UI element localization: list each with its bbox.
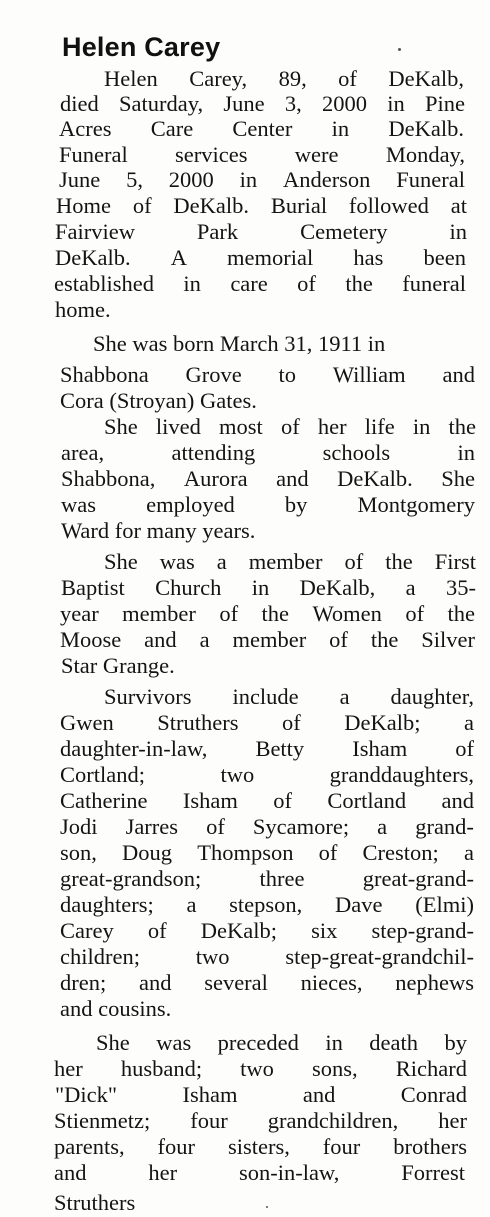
obituary-word: husband;	[120, 1056, 203, 1081]
obituary-word: Dave	[335, 892, 383, 917]
obituary-line	[61, 466, 475, 492]
obituary-word: three	[259, 866, 305, 891]
obituary-word: Cortland;	[60, 762, 145, 787]
obituary-word: of	[455, 736, 474, 761]
obituary-word: sons,	[312, 1056, 358, 1081]
obituary-word: care	[230, 271, 268, 296]
obituary-word: of	[132, 193, 152, 218]
obituary-word: granddaughters,	[329, 762, 474, 787]
obituary-line	[60, 627, 475, 653]
obituary-word: 2000	[168, 167, 214, 192]
obituary-word: Monday,	[385, 142, 465, 167]
obituary-line: Struthers	[54, 1190, 136, 1215]
obituary-word: Richard	[395, 1056, 467, 1081]
obituary-word: June	[223, 91, 265, 116]
obituary-word: nephews	[395, 970, 474, 995]
obituary-word: Doug	[122, 840, 173, 865]
obituary-word: daughters;	[60, 892, 154, 917]
obituary-word: employed	[146, 492, 235, 517]
obituary-word: by	[444, 1030, 467, 1055]
obituary-word: lived	[155, 414, 201, 439]
obituary-line	[54, 1134, 467, 1160]
obituary-line	[60, 710, 474, 736]
obituary-line	[60, 970, 474, 996]
obituary-word: life	[364, 414, 395, 439]
obituary-word: Aurora	[183, 466, 248, 491]
obituary-word: dren;	[60, 970, 107, 995]
obituary-word: member	[122, 601, 196, 626]
obituary-word: of	[281, 710, 301, 735]
obituary-word: Carey	[60, 918, 114, 943]
obituary-word: DeKalb.	[55, 245, 131, 270]
obituary-word: the	[370, 627, 399, 652]
obituary-word: grand-	[415, 814, 474, 839]
obituary-line	[60, 918, 474, 944]
obituary-line: Ward for many years.	[61, 518, 256, 543]
obituary-word: Moose	[60, 627, 122, 652]
obituary-word: in	[239, 167, 258, 192]
obituary-word: Survivors	[104, 684, 192, 709]
obituary-line	[60, 892, 474, 918]
obituary-headline: Helen Carey	[62, 32, 221, 62]
obituary-word: was	[159, 549, 195, 574]
obituary-line	[59, 167, 465, 193]
obituary-word: Creston;	[362, 840, 439, 865]
obituary-word: established	[54, 271, 154, 296]
obituary-word: four	[190, 1108, 228, 1133]
obituary-line: She was born March 31, 1911 in	[93, 331, 386, 356]
obituary-word: and	[138, 970, 172, 995]
obituary-line	[60, 788, 474, 814]
obituary-line	[55, 219, 467, 245]
obituary-word: of	[338, 66, 357, 91]
obituary-word: to	[278, 362, 297, 387]
obituary-word: Isham	[182, 788, 238, 813]
obituary-word: of	[297, 271, 316, 296]
obituary-word: the	[261, 601, 289, 626]
obituary-word: DeKalb.	[337, 466, 413, 491]
obituary-word: Sycamore;	[252, 814, 350, 839]
obituary-word: member	[232, 627, 307, 652]
obituary-word: her	[54, 1056, 83, 1081]
obituary-word: preceded	[217, 1030, 299, 1055]
obituary-word: funeral	[402, 271, 466, 296]
obituary-word: in	[412, 414, 431, 439]
obituary-word: in	[387, 91, 405, 116]
obituary-word: June	[59, 167, 101, 192]
obituary-word: of	[280, 414, 300, 439]
obituary-word: Women	[312, 601, 382, 626]
obituary-word: stepson,	[229, 892, 303, 917]
obituary-word: memorial	[227, 245, 314, 270]
obituary-line	[60, 91, 465, 117]
obituary-line	[60, 814, 474, 840]
obituary-word: son-in-law,	[238, 1160, 340, 1185]
obituary-line	[104, 66, 464, 92]
obituary-word: First	[434, 549, 476, 574]
obituary-word: in	[449, 219, 467, 244]
obituary-word: of	[405, 601, 425, 626]
obituary-word: four	[157, 1134, 196, 1159]
obituary-word: died	[60, 91, 99, 116]
obituary-word: Cortland	[327, 788, 407, 813]
obituary-word: Grove	[185, 362, 242, 387]
obituary-word: DeKalb,	[299, 575, 376, 600]
obituary-line: Star Grange.	[61, 653, 175, 678]
obituary-word: Funeral	[59, 142, 128, 167]
obituary-line	[55, 1082, 467, 1108]
obituary-word: area,	[61, 440, 105, 465]
obituary-line	[60, 736, 474, 762]
obituary-word: son,	[60, 840, 97, 865]
obituary-line: Cora (Stroyan) Gates.	[60, 388, 257, 413]
obituary-word: Struthers	[157, 710, 239, 735]
obituary-word: Conrad	[400, 1082, 467, 1107]
obituary-word: great-grand-	[362, 866, 474, 891]
obituary-word: year	[60, 601, 99, 626]
obituary-line	[60, 362, 475, 388]
obituary-word: services	[175, 142, 248, 167]
obituary-word: daughter,	[390, 684, 474, 709]
obituary-word: 35-	[445, 575, 476, 600]
obituary-word: her	[438, 1108, 467, 1133]
obituary-word: Cemetery	[300, 219, 388, 244]
obituary-word: the	[345, 271, 373, 296]
obituary-word: DeKalb;	[200, 918, 277, 943]
obituary-line	[61, 440, 475, 466]
obituary-word: parents,	[54, 1134, 125, 1159]
obituary-word: a	[405, 575, 416, 600]
obituary-word: was	[61, 492, 96, 517]
obituary-line	[54, 271, 466, 297]
obituary-word: (Elmi)	[415, 892, 474, 917]
obituary-line	[60, 762, 474, 788]
obituary-word: 3,	[284, 91, 302, 116]
obituary-word: death	[369, 1030, 419, 1055]
obituary-line	[60, 866, 474, 892]
obituary-word: the	[448, 414, 476, 439]
obituary-word: DeKalb;	[344, 710, 421, 735]
obituary-word: Catherine	[60, 788, 148, 813]
obituary-word: Jodi	[60, 814, 98, 839]
obituary-word: great-grandson;	[60, 866, 202, 891]
obituary-word: Thompson	[197, 840, 294, 865]
obituary-word: of	[147, 918, 167, 943]
obituary-line	[59, 142, 465, 168]
obituary-line	[104, 414, 476, 440]
obituary-word: nieces,	[300, 970, 363, 995]
obituary-word: and	[302, 1082, 336, 1107]
obituary-word: a	[339, 684, 350, 709]
obituary-word: include	[232, 684, 299, 709]
obituary-word: "Dick"	[55, 1082, 118, 1107]
obituary-word: schools	[322, 440, 391, 465]
obituary-word: Betty	[255, 736, 305, 761]
obituary-word: by	[284, 492, 308, 517]
obituary-line	[60, 840, 474, 866]
obituary-word: at	[450, 193, 467, 218]
obituary-word: 89,	[278, 66, 307, 91]
obituary-word: member	[248, 549, 323, 574]
obituary-word: Carey,	[189, 66, 248, 91]
obituary-word: of	[318, 840, 338, 865]
obituary-word: Isham	[182, 1082, 238, 1107]
obituary-word: Jarres	[125, 814, 179, 839]
obituary-word: followed	[348, 193, 429, 218]
obituary-word: Park	[196, 219, 239, 244]
obituary-line	[60, 601, 475, 627]
obituary-word: Care	[150, 116, 194, 141]
obituary-line	[54, 1056, 467, 1082]
obituary-word: Pine	[424, 91, 465, 116]
obituary-word: DeKalb,	[388, 66, 464, 91]
obituary-word: sisters,	[227, 1134, 290, 1159]
obituary-word: 5,	[126, 167, 143, 192]
obituary-word: Shabbona	[60, 362, 149, 387]
obituary-line: home.	[55, 297, 111, 322]
obituary-word: the	[385, 549, 413, 574]
obituary-word: brothers	[393, 1134, 467, 1159]
obituary-word: Center	[232, 116, 293, 141]
obituary-word: two	[195, 944, 230, 969]
obituary-word: in	[183, 271, 201, 296]
obituary-word: daughter-in-law,	[60, 736, 208, 761]
obituary-word: grandchildren,	[267, 1108, 399, 1133]
obituary-word: and	[441, 788, 474, 813]
obituary-word: She	[441, 466, 475, 491]
obituary-line	[104, 684, 474, 710]
print-speck	[266, 1206, 268, 1208]
obituary-word: of	[219, 601, 239, 626]
obituary-word: DeKalb.	[173, 193, 250, 218]
obituary-word: of	[273, 788, 292, 813]
obituary-word: has	[353, 245, 384, 270]
obituary-word: Helen	[104, 66, 158, 91]
obituary-word: been	[423, 245, 466, 270]
obituary-line	[54, 1108, 467, 1134]
obituary-word: and	[276, 466, 309, 491]
obituary-word: of	[344, 549, 364, 574]
obituary-word: several	[204, 970, 268, 995]
obituary-word: She	[104, 549, 138, 574]
obituary-word: Anderson	[282, 167, 371, 192]
obituary-word: the	[447, 601, 475, 626]
obituary-word: of	[206, 814, 225, 839]
obituary-line	[104, 549, 476, 575]
obituary-word: a	[216, 549, 227, 574]
obituary-word: six	[311, 918, 338, 943]
obituary-word: Fairview	[55, 219, 135, 244]
obituary-line	[61, 492, 475, 518]
obituary-word: Stienmetz;	[54, 1108, 151, 1133]
obituary-word: and	[54, 1160, 87, 1185]
obituary-word: four	[322, 1134, 361, 1159]
obituary-word: Acres	[59, 116, 112, 141]
obituary-line	[60, 944, 474, 970]
obituary-word: Saturday,	[118, 91, 204, 116]
obituary-line	[56, 193, 467, 219]
obituary-line	[54, 1160, 465, 1186]
obituary-word: attending	[171, 440, 256, 465]
obituary-line	[96, 1030, 467, 1056]
obituary-word: a	[463, 710, 474, 735]
obituary-word: in	[325, 1030, 343, 1055]
obituary-word: step-grand-	[371, 918, 474, 943]
obituary-word: a	[377, 814, 388, 839]
obituary-word: step-great-grandchil-	[285, 944, 474, 969]
obituary-word: Montgomery	[357, 492, 475, 517]
obituary-word: Gwen	[60, 710, 114, 735]
obituary-word: most	[219, 414, 263, 439]
obituary-word: two	[240, 1056, 274, 1081]
obituary-word: A	[170, 245, 187, 270]
obituary-word: Isham	[352, 736, 408, 761]
obituary-word: Shabbona,	[61, 466, 156, 491]
obituary-word: William	[332, 362, 406, 387]
obituary-word: two	[220, 762, 255, 787]
obituary-word: in	[331, 116, 350, 141]
obituary-word: 2000	[321, 91, 367, 116]
obituary-word: of	[329, 627, 348, 652]
obituary-word: were	[294, 142, 339, 167]
obituary-line	[55, 245, 466, 271]
obituary-word: She	[104, 414, 138, 439]
obituary-word: Home	[56, 193, 111, 218]
obituary-word: Burial	[270, 193, 328, 218]
obituary-line: and cousins.	[60, 996, 172, 1021]
obituary-word: her	[148, 1160, 178, 1185]
obituary-word: and	[144, 627, 177, 652]
obituary-word: a	[199, 627, 210, 652]
obituary-word: Silver	[421, 627, 475, 652]
obituary-word: DeKalb.	[388, 116, 464, 141]
obituary-word: in	[457, 440, 475, 465]
obituary-line	[61, 575, 476, 601]
obituary-word: a	[186, 892, 197, 917]
obituary-word: Funeral	[396, 167, 465, 192]
obituary-word: and	[442, 362, 475, 387]
obituary-word: Forrest	[401, 1160, 465, 1185]
obituary-word: was	[156, 1030, 192, 1055]
obituary-word: in	[251, 575, 270, 600]
print-speck	[398, 48, 401, 51]
obituary-word: her	[317, 414, 347, 439]
obituary-word: children;	[60, 944, 140, 969]
obituary-word: Baptist	[61, 575, 125, 600]
obituary-word: She	[96, 1030, 130, 1055]
obituary-line	[59, 116, 464, 142]
obituary-word: a	[463, 840, 474, 865]
obituary-word: Church	[155, 575, 222, 600]
